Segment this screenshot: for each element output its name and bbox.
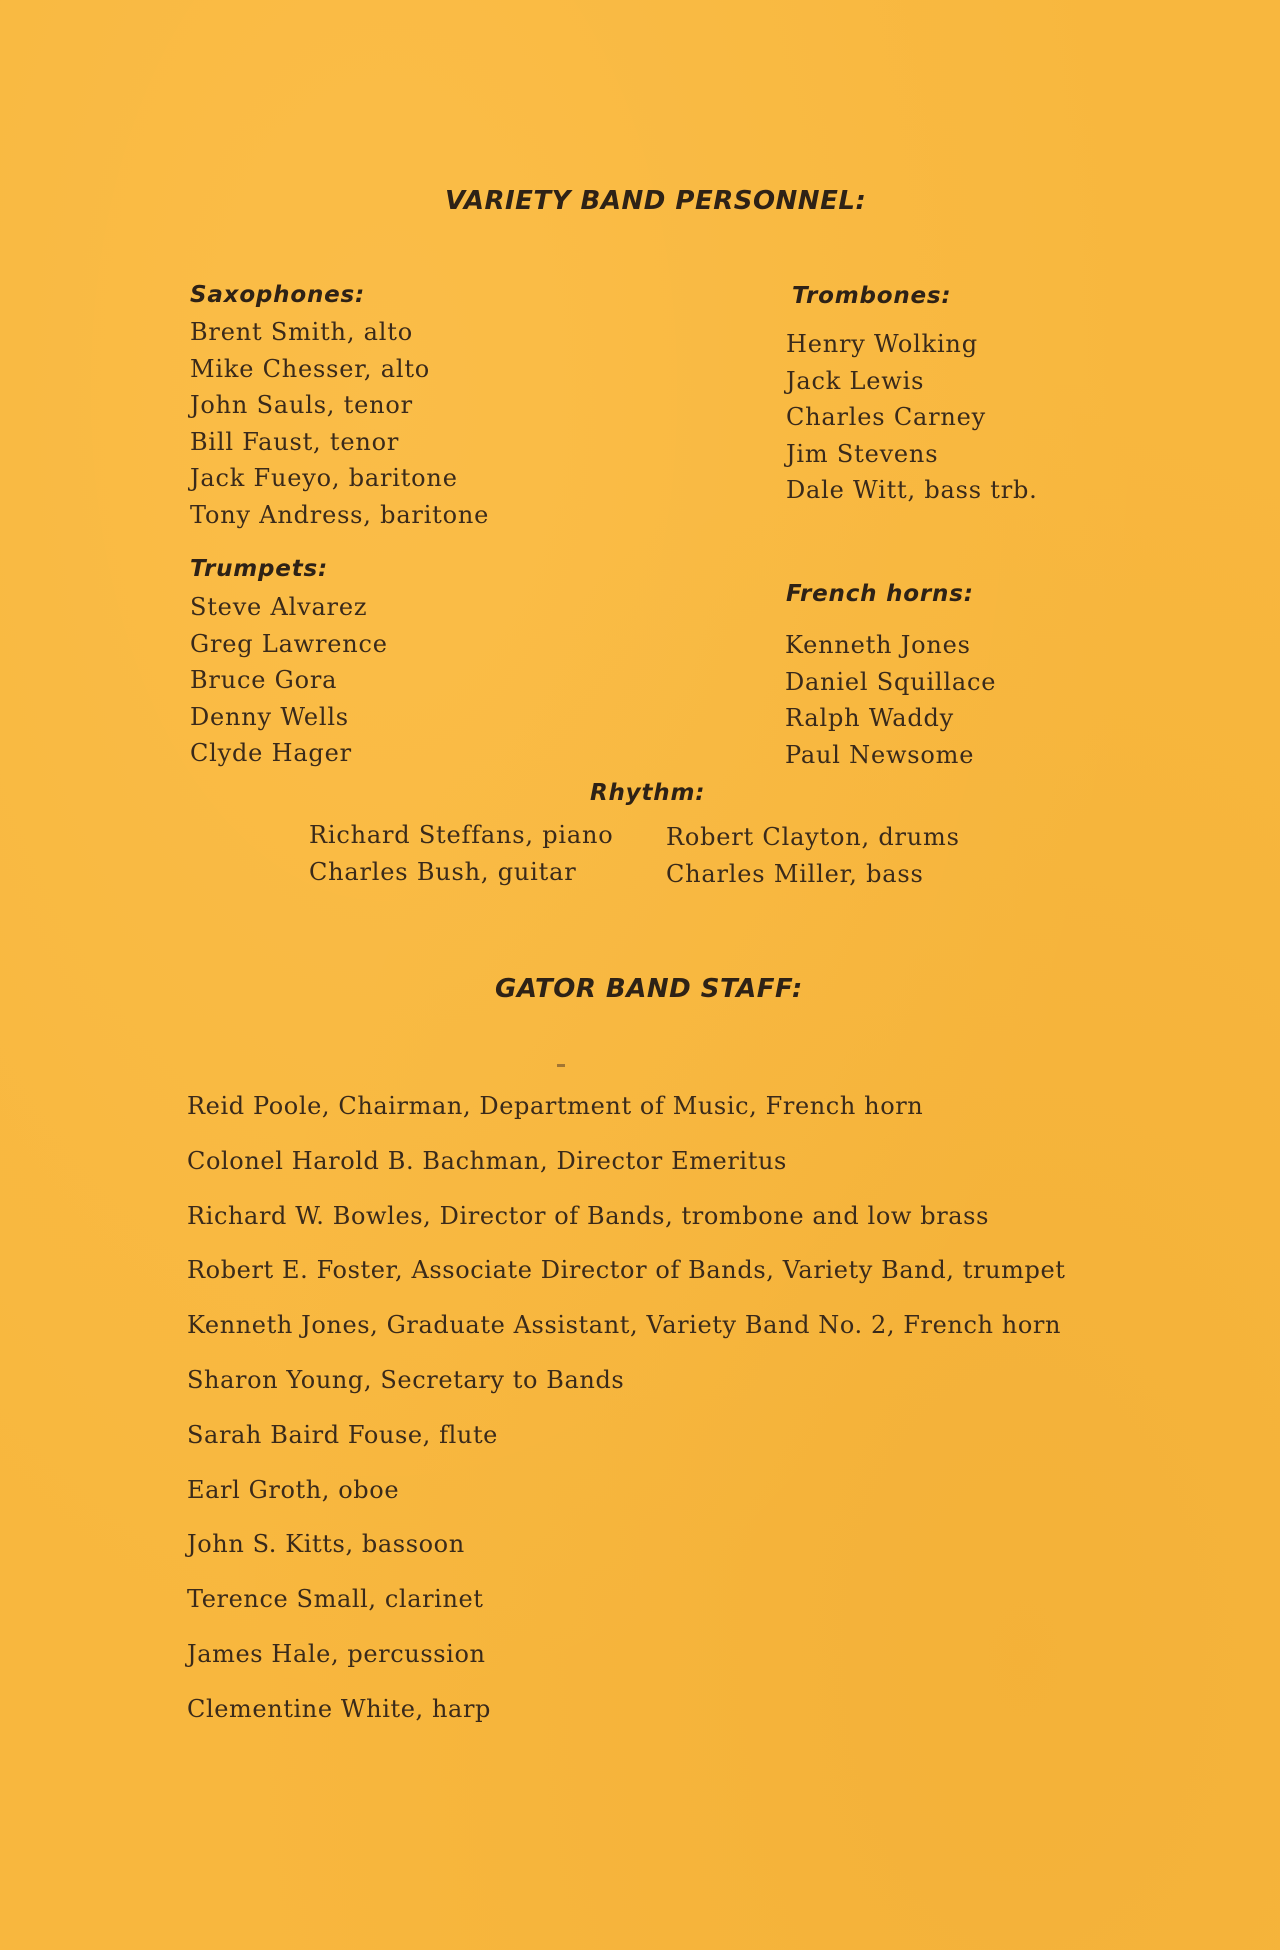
list-item: Ralph Waddy xyxy=(785,704,955,733)
saxophones-list xyxy=(190,314,489,534)
trombones-list xyxy=(786,326,1038,509)
variety-band-title: VARIETY BAND PERSONNEL: xyxy=(445,186,867,216)
list-item: Tony Andress, baritone xyxy=(190,500,490,529)
list-item: Kenneth Jones xyxy=(785,631,971,659)
list-item: Jim Stevens xyxy=(786,439,939,468)
staff-list xyxy=(187,1079,1066,1737)
list-item: Robert E. Foster, Associate Director of Bands, Variety Band, trumpet xyxy=(187,1256,1066,1285)
list-item: Sharon Young, Secretary to Bands xyxy=(187,1365,625,1394)
list-item: Bruce Gora xyxy=(190,666,338,695)
rhythm-label: Rhythm: xyxy=(590,780,706,806)
list-item: Henry Wolking xyxy=(786,330,978,358)
rhythm-right-list xyxy=(666,819,960,892)
print-speck xyxy=(557,1064,565,1067)
list-item: Greg Lawrence xyxy=(190,629,388,658)
french-horns-list xyxy=(785,627,996,773)
list-item: John S. Kitts, bassoon xyxy=(187,1530,465,1559)
rhythm-left-list xyxy=(309,817,613,890)
list-item: Terence Small, clarinet xyxy=(187,1585,484,1614)
list-item: Mike Chesser, alto xyxy=(190,354,431,383)
list-item: Charles Carney xyxy=(786,403,986,432)
list-item: Reid Poole, Chairman, Department of Music, French horn xyxy=(187,1092,924,1120)
list-item: Clyde Hager xyxy=(190,739,352,768)
list-item: John Sauls, tenor xyxy=(190,391,413,420)
list-item: Brent Smith, alto xyxy=(190,318,413,346)
saxophones-label: Saxophones: xyxy=(190,282,366,308)
list-item: Richard W. Bowles, Director of Bands, trombone and low brass xyxy=(187,1201,990,1230)
list-item: Paul Newsome xyxy=(785,740,975,769)
list-item: James Hale, percussion xyxy=(187,1639,486,1668)
trombones-label: Trombones: xyxy=(792,283,952,309)
list-item: Charles Bush, guitar xyxy=(309,857,577,886)
list-item: Colonel Harold B. Bachman, Director Emeritus xyxy=(187,1146,787,1175)
french-horns-label: French horns: xyxy=(786,581,974,607)
list-item: Kenneth Jones, Graduate Assistant, Variety Band No. 2, French horn xyxy=(187,1311,1062,1340)
list-item: Bill Faust, tenor xyxy=(190,427,400,456)
list-item: Earl Groth, oboe xyxy=(187,1475,400,1504)
list-item: Steve Alvarez xyxy=(190,593,368,621)
list-item: Charles Miller, bass xyxy=(666,859,924,888)
list-item: Sarah Baird Fouse, flute xyxy=(187,1420,498,1449)
list-item: Robert Clayton, drums xyxy=(666,823,960,851)
trumpets-label: Trumpets: xyxy=(190,556,328,582)
trumpets-list xyxy=(190,589,388,772)
list-item: Jack Lewis xyxy=(786,366,925,395)
list-item: Jack Fueyo, baritone xyxy=(190,464,458,493)
gator-band-staff-title: GATOR BAND STAFF: xyxy=(495,974,803,1004)
list-item: Daniel Squillace xyxy=(785,667,997,696)
list-item: Denny Wells xyxy=(190,702,349,731)
list-item: Richard Steffans, piano xyxy=(309,821,614,849)
list-item: Dale Witt, bass trb. xyxy=(786,476,1038,505)
list-item: Clementine White, harp xyxy=(187,1694,491,1723)
